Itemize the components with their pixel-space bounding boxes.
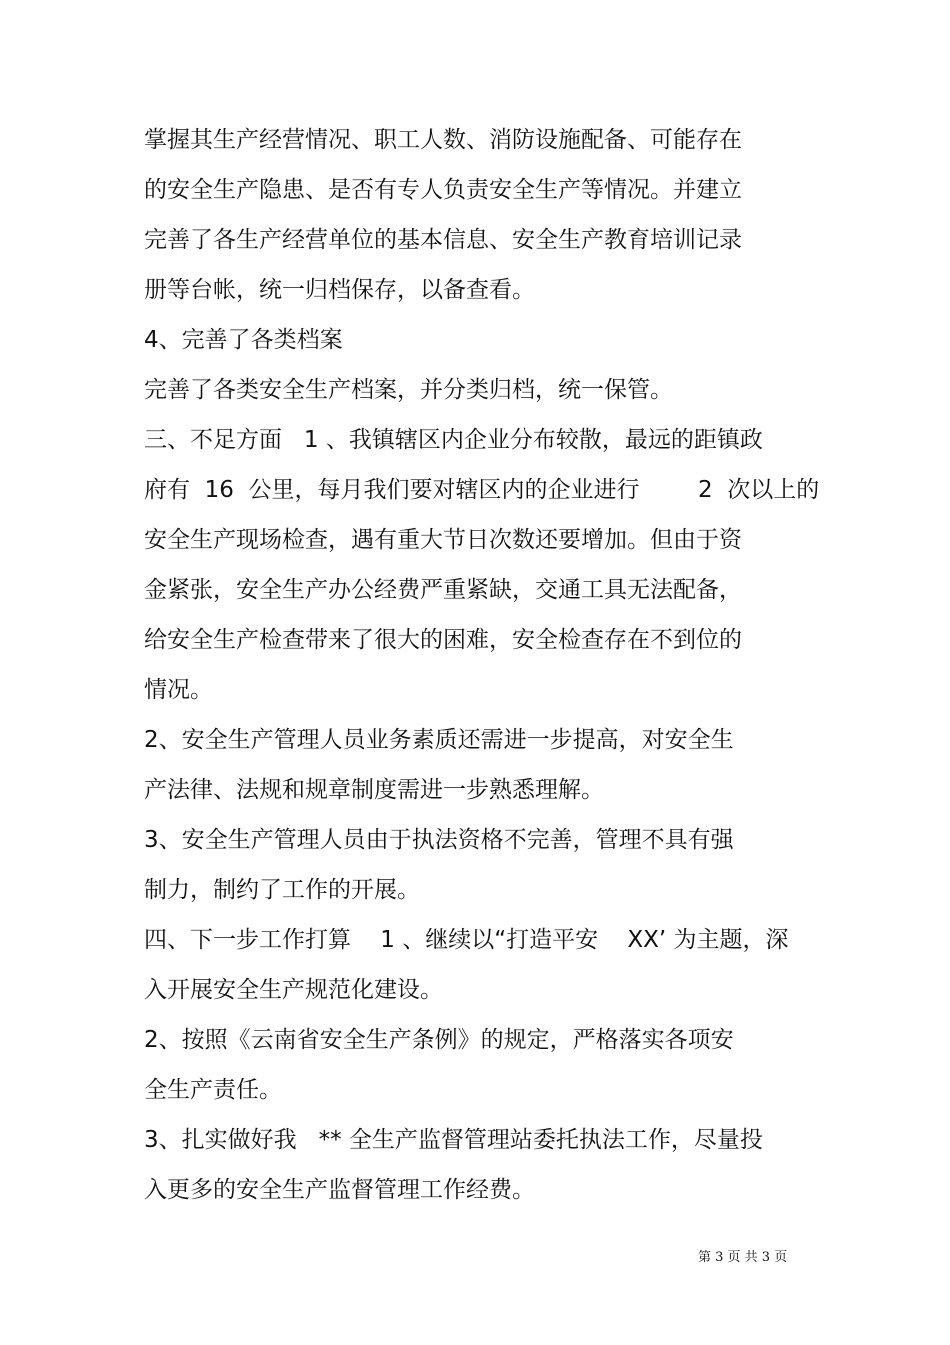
list-item-next-3: 3、扎实做好我 ** 全生产监督管理站委托执法工作，尽量投 [144, 1127, 763, 1153]
body-line-3: 完善了各生产经营单位的基本信息、安全生产教育培训记录 [144, 227, 742, 253]
body-line-2: 的安全生产隐患、是否有专人负责安全生产等情况。并建立 [144, 177, 742, 203]
body-line-11: 给安全生产检查带来了很大的困难，安全检查存在不到位的 [144, 627, 742, 653]
list-item-2: 2、安全生产管理人员业务素质还需进一步提高，对安全生 [144, 727, 734, 753]
list-item-3: 3、安全生产管理人员由于执法资格不完善，管理不具有强 [144, 827, 734, 853]
body-line-18: 入开展安全生产规范化建设。 [144, 977, 443, 1003]
body-line-14: 产法律、法规和规章制度需进一步熟悉理解。 [144, 777, 604, 803]
body-line-6: 完善了各类安全生产档案，并分类归档，统一保管。 [144, 377, 673, 403]
body-line-8: 府有 16 公里，每月我们要对辖区内的企业进行 2 次以上的 [144, 477, 820, 503]
body-line-16: 制力，制约了工作的开展。 [144, 877, 420, 903]
body-line-4: 册等台帐，统一归档保存，以备查看。 [144, 277, 535, 303]
body-line-12: 情况。 [144, 677, 213, 703]
body-line-9: 安全生产现场检查，遇有重大节日次数还要增加。但由于资 [144, 527, 742, 553]
page-number-footer: 第 3 页 共 3 页 [698, 1250, 788, 1265]
section-heading-next-steps: 四、下一步工作打算 1 、继续以“打造平安 XX’ 为主题，深 [144, 927, 789, 953]
body-line-10: 金紧张，安全生产办公经费严重紧缺，交通工具无法配备， [144, 577, 742, 603]
body-line-20: 全生产责任。 [144, 1077, 282, 1103]
body-line-1: 掌握其生产经营情况、职工人数、消防设施配备、可能存在 [144, 127, 742, 153]
body-line-22: 入更多的安全生产监督管理工作经费。 [144, 1177, 535, 1203]
section-heading-archives: 4、完善了各类档案 [144, 327, 343, 353]
section-heading-shortcomings: 三、不足方面 1 、我镇辖区内企业分布较散，最远的距镇政 [144, 427, 763, 453]
list-item-next-2: 2、按照《云南省安全生产条例》的规定，严格落实各项安 [144, 1027, 734, 1053]
